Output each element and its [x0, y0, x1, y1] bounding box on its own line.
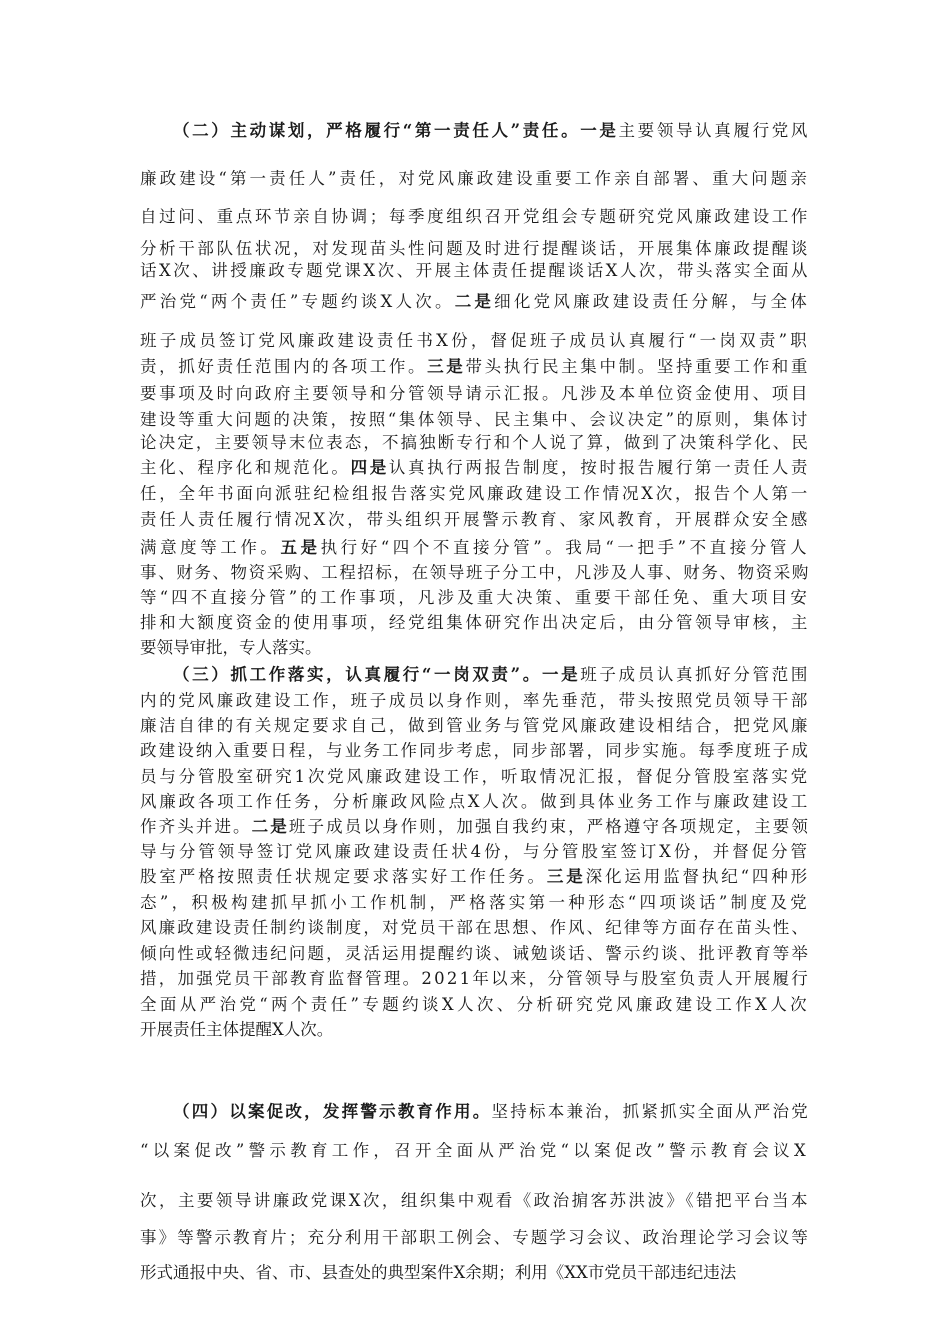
text-line: [140, 204, 810, 229]
text-run: 主化、程序化和规范化。: [140, 458, 351, 477]
text-line: [140, 764, 810, 789]
text-line: [140, 814, 810, 839]
bold-run: 三是: [546, 867, 586, 886]
bold-run: 一是: [541, 665, 581, 684]
text-line: [140, 1260, 810, 1285]
text-line: [140, 610, 810, 635]
text-line: [140, 430, 810, 455]
text-run: 开展责任主体提醒X人次。: [140, 1020, 334, 1039]
text-line: [140, 1225, 810, 1250]
text-line: [140, 585, 810, 610]
text-line: [140, 328, 810, 353]
text-line: [140, 941, 810, 966]
text-run: “以案促改”警示教育工作，召开全面从严治党“以案促改”警示教育会议X: [140, 1141, 810, 1160]
text-run: 深化运用监督执纪“四种形: [585, 867, 810, 886]
text-line: [140, 560, 810, 585]
text-run: 导与分管领导签订党风廉政建设责任状4份，与分管股室签订X份，并督促分管: [140, 842, 810, 861]
text-line: [140, 118, 810, 143]
bold-run: （二）主动谋划，严格履行“第一责任人”责任。: [173, 121, 581, 140]
text-line: [140, 507, 810, 532]
text-line: [140, 713, 810, 738]
text-line: [140, 1188, 810, 1213]
text-run: 任，全年书面向派驻纪检组报告落实党风廉政建设工作情况X次，报告个人第一: [140, 484, 810, 503]
text-run: 次，主要领导讲廉政党课X次，组织集中观看《政治掮客苏洪波》《错把平台当本: [140, 1191, 810, 1210]
bold-run: 五是: [280, 538, 321, 557]
text-run: 等“四不直接分管”的工作事项，凡涉及重大决策、重要干部任免、重大项目安: [140, 588, 810, 607]
text-line: [140, 1017, 810, 1042]
text-run: 坚持标本兼治，抓紧抓实全面从严治党: [491, 1102, 810, 1121]
bold-run: （三）抓工作落实，认真履行“一岗双责”。: [173, 665, 542, 684]
text-run: 作齐头并进。: [140, 817, 252, 836]
text-line: [140, 289, 810, 314]
bold-run: 一是: [580, 121, 619, 140]
text-run: 论决定，主要领导末位表态，不搞独断专行和个人说了算，做到了决策科学化、民: [140, 433, 810, 452]
text-line: [140, 407, 810, 432]
text-line: [140, 662, 810, 687]
text-run: 满意度等工作。: [140, 538, 281, 557]
text-run: 员与分管股室研究1次党风廉政建设工作，听取情况汇报，督促分管股室落实党: [140, 767, 810, 786]
text-run: 话X次、讲授廉政专题党课X次、开展主体责任提醒谈话X人次，带头落实全面从: [140, 261, 810, 280]
text-run: 分析干部队伍状况，对发现苗头性问题及时进行提醒谈话，开展集体廉政提醒谈: [140, 239, 810, 258]
text-run: 班子成员以身作则，加强自我约束，严格遵守各项规定，主要领: [288, 817, 810, 836]
text-line: [140, 992, 810, 1017]
text-line: [140, 166, 810, 191]
text-run: 带头执行民主集中制。坚持重要工作和重: [465, 357, 810, 376]
text-run: 班子成员签订党风廉政建设责任书X份，督促班子成员认真履行“一岗双责”职: [140, 331, 810, 350]
bold-run: 二是: [454, 292, 495, 311]
text-line: [140, 688, 810, 713]
text-run: 全面从严治党“两个责任”专题约谈X人次、分析研究党风廉政建设工作X人次: [140, 995, 810, 1014]
text-run: 措，加强党员干部教育监督管理。2021年以来，分管领导与股室负责人开展履行: [140, 969, 810, 988]
text-run: 形式通报中央、省、市、县查处的典型案件X余期；利用《XX市党员干部违纪违法: [140, 1263, 737, 1282]
text-line: [140, 915, 810, 940]
text-run: 严治党“两个责任”专题约谈X人次。: [140, 292, 455, 311]
text-run: 倾向性或轻微违纪问题，灵活运用提醒约谈、诫勉谈话、警示约谈、批评教育等举: [140, 944, 810, 963]
text-run: 责任人责任履行情况X次，带头组织开展警示教育、家风教育，开展群众安全感: [140, 510, 810, 529]
text-run: 要事项及时向政府主要领导和分管领导请示汇报。凡涉及本单位资金使用、项目: [140, 384, 810, 403]
text-line: [140, 535, 810, 560]
text-run: 执行好“四个不直接分管”。我局“一把手”不直接分管人: [320, 538, 810, 557]
text-line: [140, 839, 810, 864]
text-run: 廉政建设“第一责任人”责任，对党风廉政建设重要工作亲自部署、重大问题亲: [140, 169, 810, 188]
text-run: 排和大额度资金的使用事项，经党组集体研究作出决定后，由分管领导审核，主: [140, 613, 810, 632]
text-run: 内的党风廉政建设工作，班子成员以身作则，率先垂范，带头按照党员领导干部: [140, 691, 810, 710]
text-run: 责，抓好责任范围内的各项工作。: [140, 357, 428, 376]
text-line: [140, 890, 810, 915]
text-run: 主要领导认真履行党风: [618, 121, 810, 140]
bold-run: 二是: [251, 817, 289, 836]
text-line: [140, 635, 810, 660]
text-line: [140, 738, 810, 763]
text-run: 事》等警示教育片；充分利用干部职工例会、专题学习会议、政治理论学习会议等: [140, 1228, 810, 1247]
text-line: [140, 1138, 810, 1163]
text-run: 政建设纳入重要日程，与业务工作同步考虑，同步部署，同步实施。每季度班子成: [140, 741, 810, 760]
text-line: [140, 258, 810, 283]
bold-run: 四是: [350, 458, 389, 477]
text-run: 自过问、重点环节亲自协调；每季度组织召开党组会专题研究党风廉政建设工作: [140, 207, 810, 226]
text-line: [140, 966, 810, 991]
text-line: [140, 864, 810, 889]
text-run: 股室严格按照责任状规定要求落实好工作任务。: [140, 867, 547, 886]
text-line: [140, 789, 810, 814]
text-line: [140, 381, 810, 406]
text-line: [140, 481, 810, 506]
text-run: 风廉政各项工作任务，分析廉政风险点X人次。做到具体业务工作与廉政建设工: [140, 792, 810, 811]
text-run: 认真执行两报告制度，按时报告履行第一责任人责: [388, 458, 810, 477]
text-line: [140, 1099, 810, 1124]
text-run: 细化党风廉政建设责任分解，与全体: [494, 292, 810, 311]
text-run: 态”，积极构建抓早抓小工作机制，严格落实第一种形态“四项谈话”制度及党: [140, 893, 810, 912]
text-line: [140, 455, 810, 480]
bold-run: （四）以案促改，发挥警示教育作用。: [173, 1102, 492, 1121]
bold-run: 三是: [427, 357, 466, 376]
text-run: 事、财务、物资采购、工程招标，在领导班子分工中，凡涉及人事、财务、物资采购: [140, 563, 810, 582]
text-run: 要领导审批，专人落实。: [140, 638, 322, 657]
text-run: 廉洁自律的有关规定要求自己，做到管业务与管党风廉政建设相结合，把党风廉: [140, 716, 810, 735]
text-run: 班子成员认真抓好分管范围: [580, 665, 810, 684]
text-run: 建设等重大问题的决策，按照“集体领导、民主集中、会议决定”的原则，集体讨: [140, 410, 810, 429]
text-line: [140, 354, 810, 379]
text-run: 风廉政建设责任制约谈制度，对党员干部在思想、作风、纪律等方面存在苗头性、: [140, 918, 810, 937]
